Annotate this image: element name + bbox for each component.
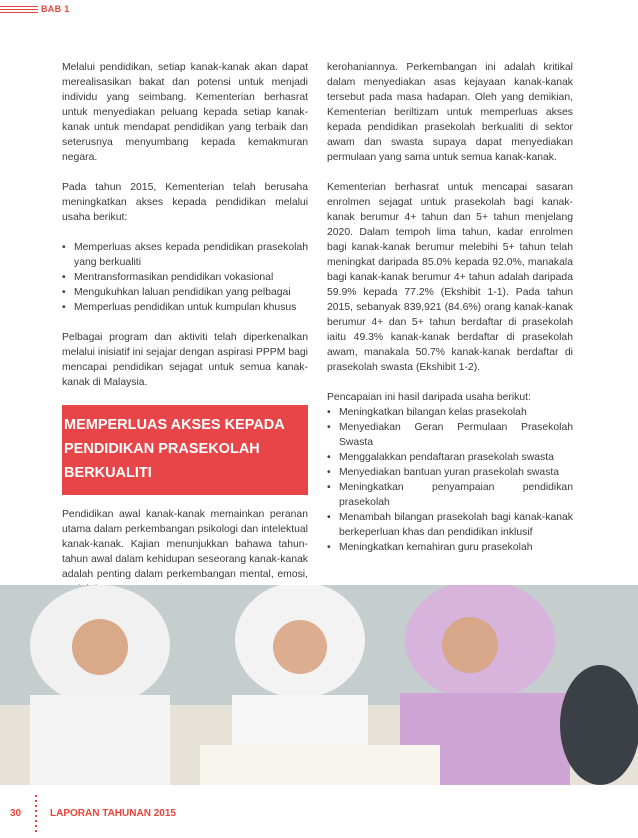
list-item: • Menggalakkan pendaftaran prasekolah swasta: [327, 450, 573, 465]
photo-illustration: [0, 585, 638, 785]
paragraph: Melalui pendidikan, setiap kanak-kanak akan dapat merealisasikan bakat dan potensi untuk menjadi individu yang seimbang. Kementerian berhasrat untuk menyediakan peluang kepada setiap kanak-kanak untuk mendapat pendidikan yang terbaik dan seterusnya menyumbang kepada kemakmuran negara.: [62, 62, 308, 163]
list-item: • Mengukuhkan laluan pendidikan yang pelbagai: [62, 285, 308, 300]
list-item: • Meningkatkan penyampaian pendidikan prasekolah: [327, 480, 573, 510]
list-item: • Menambah bilangan prasekolah bagi kanak-kanak berkeperluan khas dan pendidikan inklusif: [327, 510, 573, 540]
section-heading: MEMPERLUAS AKSES KEPADA PENDIDIKAN PRASEKOLAH BERKUALITI: [62, 405, 308, 495]
list-item: • Memperluas pendidikan untuk kumpulan khusus: [62, 300, 308, 315]
list-item: • Mentransformasikan pendidikan vokasional: [62, 270, 308, 285]
header-rule: [0, 6, 38, 15]
bullet-list: [62, 240, 308, 315]
bullet-list: [327, 405, 573, 555]
paragraph: Pelbagai program dan aktiviti telah diperkenalkan melalui inisiatif ini sejajar dengan aspirasi PPPM bagi mencapai pendidikan sejagat untuk semua kanak-kanak di Malaysia.: [62, 332, 308, 388]
footer-divider: [35, 795, 37, 835]
page-number: 30: [10, 808, 22, 819]
list-item: • Meningkatkan kemahiran guru prasekolah: [327, 540, 573, 555]
list-item: • Memperluas akses kepada pendidikan prasekolah yang berkualiti: [62, 240, 308, 270]
chapter-label: BAB 1: [41, 4, 70, 14]
paragraph: Pendidikan awal kanak-kanak memainkan peranan utama dalam perkembangan psikologi dan intelektual kanak-kanak. Kajian menunjukkan bahawa tahun-tahun awal dalam kehidupan seseorang kanak-kanak adalah penting dalam perkembangan mental, emosi,: [62, 509, 308, 580]
paragraph: Pada tahun 2015, Kementerian telah berusaha meningkatkan akses kepada pendidikan melalui usaha berikut:: [62, 182, 308, 223]
list-item: • Menyediakan Geran Permulaan Prasekolah Swasta: [327, 420, 573, 450]
footer-title: LAPORAN TAHUNAN 2015: [50, 808, 176, 819]
left-column: [62, 60, 308, 612]
paragraph: Pencapaian ini hasil daripada usaha berikut:: [327, 392, 531, 403]
paragraph: kerohaniannya. Perkembangan ini adalah kritikal dalam menyediakan asas kejayaan kanak-kanak tersebut pada masa hadapan. Oleh yang demikian, Kementerian beriltizam untuk memperluas akses kepada pendidikan prasekolah berkualiti di sektor awam dan swasta supaya dapat menyediakan permulaan yang sama untuk semua kanak-kanak.: [327, 62, 573, 163]
classroom-photo: [0, 585, 638, 785]
list-item: • Menyediakan bantuan yuran prasekolah swasta: [327, 465, 573, 480]
list-item: • Meningkatkan bilangan kelas prasekolah: [327, 405, 573, 420]
paragraph: Kementerian berhasrat untuk mencapai sasaran enrolmen sejagat untuk prasekolah bagi kanak-kanak berumur 4+ tahun dan 5+ tahun menjelang 2020. Dalam tempoh lima tahun, kadar enrolmen bagi kanak-kanak berumur melebihi 5+ tahun telah meningkat daripada 85.0% kepada 92.0%, manakala bagi kanak-kanak berumur 4+ tahun adalah daripada 59.9% kepada 77.2% (Ekshibit 1-1). Pada tahun 2015, sebanyak 839,921 (84.6%) orang kanak-kanak berumur 4+ dan 5+ tahun berdaftar di prasekolah iaitu 49.3% kanak-kanak berdaftar di prasekolah awam, manakala 50.7% kanak-kanak berdaftar di prasekolah swasta (Ekshibit 1-2).: [327, 182, 573, 373]
right-column: [327, 60, 573, 570]
